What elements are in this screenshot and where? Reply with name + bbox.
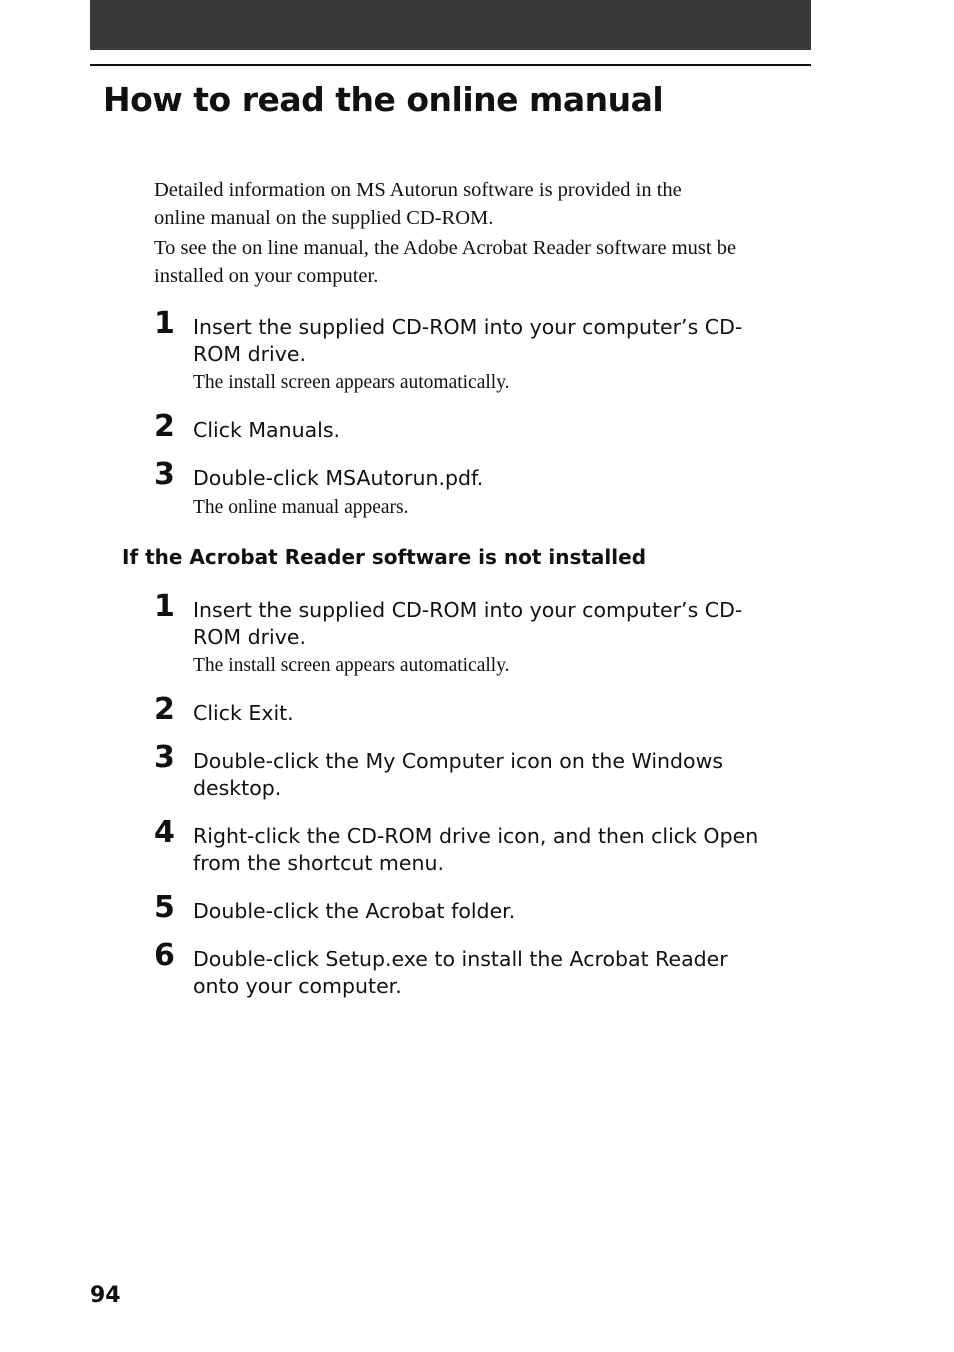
step-note: The install screen appears automatically. [193, 372, 510, 393]
step-note: The online manual appears. [193, 497, 409, 518]
step-note: The install screen appears automatically. [193, 655, 510, 676]
step-number: 1 [154, 589, 175, 624]
intro-paragraph-2: To see the on line manual, the Adobe Acrobat Reader software must be installed on your computer. [154, 237, 737, 287]
header-bar [90, 0, 811, 50]
step-text: Insert the supplied CD-ROM into your computer’s CD- ROM drive. [193, 315, 743, 366]
intro-paragraph-1: Detailed information on MS Autorun software is provided in the online manual on the supplied CD-ROM. [154, 179, 682, 229]
step-text: Click Exit. [193, 701, 294, 725]
step-number: 1 [154, 306, 175, 341]
step-text: Insert the supplied CD-ROM into your computer’s CD- ROM drive. [193, 598, 743, 649]
intro [154, 176, 814, 292]
step-number: 4 [154, 815, 175, 850]
step-number: 2 [154, 692, 175, 727]
step-text: Click Manuals. [193, 418, 341, 442]
step-text: Double-click MSAutorun.pdf. [193, 466, 484, 490]
page-number: 94 [90, 1283, 121, 1308]
step-text: Double-click the Acrobat folder. [193, 899, 516, 923]
step-number: 3 [154, 740, 175, 775]
step-number: 2 [154, 409, 175, 444]
step-text: Double-click the My Computer icon on the Windows desktop. [193, 749, 724, 800]
step-text: Right-click the CD-ROM drive icon, and then click Open from the shortcut menu. [193, 824, 759, 875]
page-title: How to read the online manual [103, 80, 664, 119]
step-text: Double-click Setup.exe to install the Acrobat Reader onto your computer. [193, 947, 728, 998]
step-number: 6 [154, 938, 175, 973]
section-subheading: If the Acrobat Reader software is not installed [122, 545, 647, 569]
header-rule [90, 64, 811, 66]
step-number: 5 [154, 890, 175, 925]
step-number: 3 [154, 457, 175, 492]
